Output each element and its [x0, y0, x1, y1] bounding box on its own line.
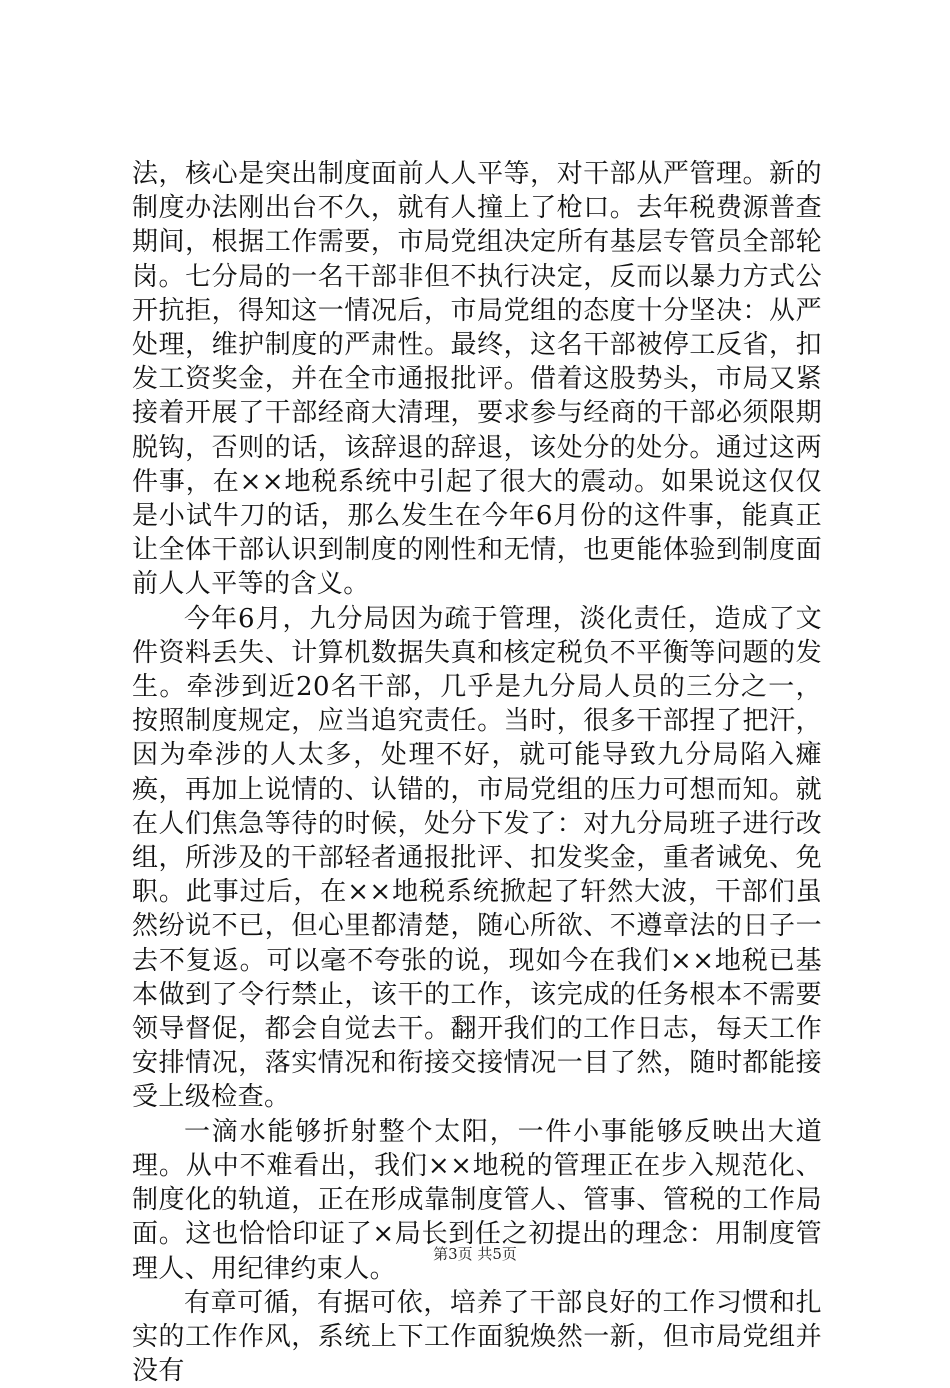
paragraph: 今年6月，九分局因为疏于管理，淡化责任，造成了文件资料丢失、计算机数据失真和核定税负不平衡等问题的发生。牵涉到近20名干部，几乎是九分局人员的三分之一，按照制度规定，应当追究责任。当时，很多干部捏了把汗，因为牵涉的人太多，处理不好，就可能导致九分局陷入瘫痪，再加上说情的、认错的，市局党组的压力可想而知。就在人们焦急等待的时候，处分下发了：对九分局班子进行改组，所涉及的干部轻者通报批评、扣发奖金，重者诫免、免职。此事过后，在××地税系统掀起了轩然大波，干部们虽然纷说不已，但心里都清楚，随心所欲、不遵章法的日子一去不复返。可以毫不夸张的说，现如今在我们××地税已基本做到了令行禁止，该干的工作，该完成的任务根本不需要领导督促，都会自觉去干。翻开我们的工作日志，每天工作安排情况，落实情况和衔接交接情况一目了然，随时都能接受上级检查。 — [132, 603, 822, 1113]
paragraph-continued: 法，核心是突出制度面前人人平等，对干部从严管理。新的制度办法刚出台不久，就有人撞上了枪口。去年税费源普查期间，根据工作需要，市局党组决定所有基层专管员全部轮岗。七分局的一名干部非但不执行决定，反而以暴力方式公开抗拒，得知这一情况后，市局党组的态度十分坚决：从严处理，维护制度的严肃性。最终，这名干部被停工反省，扣发工资奖金，并在全市通报批评。借着这股势头，市局又紧接着开展了干部经商大清理，要求参与经商的干部必须限期脱钩，否则的话，该辞退的辞退，该处分的处分。通过这两件事，在××地税系统中引起了很大的震动。如果说这仅仅是小试牛刀的话，那么发生在今年6月份的这件事，能真正让全体干部认识到制度的刚性和无情，也更能体验到制度面前人人平等的含义。 — [132, 159, 822, 600]
document-body — [132, 157, 822, 1388]
paragraph: 有章可循，有据可依，培养了干部良好的工作习惯和扎实的工作作风，系统上下工作面貌焕然一新，但市局党组并没有 — [132, 1287, 822, 1387]
page-number-footer: 第3页 共5页 — [433, 1245, 517, 1263]
paragraph: 一滴水能够折射整个太阳，一件小事能够反映出大道理。从中不难看出，我们××地税的管理正在步入规范化、制度化的轨道，正在形成靠制度管人、管事、管税的工作局面。这也恰恰印证了×局长到任之初提出的理念：用制度管理人、用纪律约束人。 — [132, 1116, 822, 1284]
